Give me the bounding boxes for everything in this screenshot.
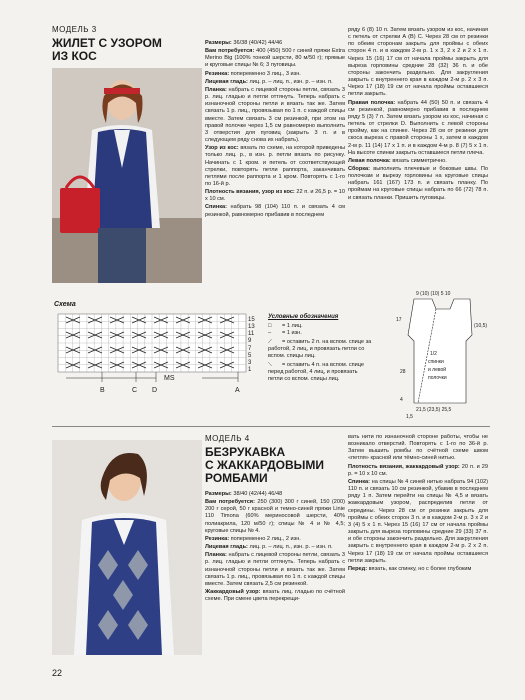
legend-item (268, 339, 373, 360)
m4c2-t1: 20 п. и 29 р. = 10 х 10 см. (348, 463, 488, 477)
diagram-center-1: 1/2 (430, 351, 437, 357)
m4c1-t4: набрать с лицевой стороны петли, связать 3 р. лиц. гладью и петли оттянуть. Теперь набрать с изнаночной стороны петли и вязать так же. Затем связать 1 р. лиц., провязывая по 1 п. с каждой спицы вместе. Затем связать 2,5 см резинкой. (205, 552, 345, 587)
model4-photo-figure (52, 440, 202, 655)
m3c1-h1: Вам потребуется: (205, 48, 255, 55)
arrow-label-d: D (152, 387, 158, 394)
model4-title-line1: БЕЗРУКАВКА (205, 445, 286, 459)
garment-pattern-diagram (392, 285, 492, 420)
diagram-side-number: 4 (400, 397, 403, 403)
m4c1-h0: Размеры: (205, 491, 232, 497)
m4c1-h2: Резинка: (205, 535, 230, 542)
model3-text-col1 (205, 40, 345, 275)
repeat-label: MS (164, 375, 175, 382)
m3c1-h3: Лицевая гладь: (205, 78, 248, 85)
model3-label: МОДЕЛЬ 3 (52, 25, 97, 34)
m4c1-t5: вязать лиц. гладью по счётной схеме. При смене цвета перекрещи- (205, 589, 345, 603)
diagram-top-numbers: 9 (10) (10) 5 10 (416, 291, 451, 297)
model4-title-line2: С ЖАККАРДОВЫМИ (205, 458, 324, 472)
m4c1-h1: Вам потребуется: (205, 499, 255, 506)
m3c2-t0: ряду 6 (8) 10 п. Затем вязать узором из кос, начиная с петель от стрелки А (В) С. Через 28 см от резинки по обеим сторонам закрыть для проймы с обеих сторон 4 п. и в каждом 2-м р. 1 х 3, 2 х 2 и 2 х 1 п. Через 15 (16) 17 см от начала проймы закрыть для выреза горловины средние 28 (32) 36 п. и обе стороны закончить раздельно. Для закругления закрыть с внутреннего края в каждом 2-м р. 2 х 3 п. Через 17 (18) 19 см от начала проймы оставшиеся петли закрыть. (348, 27, 488, 98)
model4-title (205, 446, 324, 485)
diagram-center-2: спинки (428, 359, 444, 365)
m4c1-t3: лиц. р. – лиц. п., изн. р. – изн. п. (247, 544, 333, 551)
section-divider (52, 426, 490, 427)
row-number: 3 (248, 360, 252, 366)
legend-text: = 1 лиц. (282, 323, 303, 329)
m3c2-t3: выполнить плечевые и боковые швы. По полочкам и вырезу горловины на круговые спицы набрать 161 (167) 173 п. и связать планку. По проймам на круговые спицы набрать по 66 (72) 78 п. и связать планки. Пришить пуговицы. (348, 165, 488, 201)
diagram-side-number: 28 (400, 369, 406, 375)
m3c1-t6: 22 п. и 26,5 р. = 10 х 10 см. (205, 189, 345, 203)
model3-title (52, 37, 162, 63)
m4c1-h4: Планка: (205, 552, 227, 559)
m3c2-h2: Левая полочка: (348, 157, 391, 164)
arrow-label-a: A (235, 387, 240, 394)
m4c1-h3: Лицевая гладь: (205, 544, 248, 551)
m4c2-h2: Спинка: (348, 478, 371, 485)
m4c1-h5: Жаккардовый узор: (205, 589, 261, 596)
m4c1-t1: 250 (300) 300 г синей, 150 (200) 200 г серой, 50 г красной и темно-синей пряжи Linie 110 Timona (60% мериносовой шерсти, 40% полиакрила, 120 м/50 г); спицы № 4 и № 4,5; круговые спицы № 4. (205, 499, 345, 534)
diagram-center-4: полочки (428, 375, 447, 381)
diagram-side-number: 17 (396, 317, 402, 323)
legend-item (268, 362, 373, 383)
diagram-bottom-numbers: 21,5 (23,5) 25,5 (416, 407, 452, 413)
row-number: 7 (248, 346, 252, 352)
m4c1-t2: попеременно 2 лиц., 2 изн. (229, 535, 301, 542)
m4c2-h1: Плотность вязания, жаккардовый узор: (348, 463, 460, 470)
m3c1-t1: 400 (450) 500 г синей пряжи Extra Merino Big (100% тонкой шерсти, 80 м/50 г); прямые и круговые спицы № 6; 3 пуговицы. (205, 48, 345, 69)
legend-text: = 1 изн. (282, 330, 302, 336)
legend-symbol: – (268, 330, 272, 336)
page-number: 22 (52, 668, 63, 678)
m3c1-t3: лиц. р. – лиц. п., изн. р. – изн. п. (247, 78, 333, 85)
model3-text-col2 (348, 27, 488, 277)
m3c1-t5: вязать по схеме, на которой приведены только лиц. р., в изн. р. петли вязать по рисунку. Начинать с 1 кром. и петель от соответствующей стрелки, повторять петли раппорта, заканчивать петлями после раппорта и 1 кром. Повторять с 1-го по 16-й р. (205, 145, 345, 187)
diagram-shoulder: (10,5) (474, 323, 488, 329)
m3c1-h6: Плотность вязания, узор из кос: (205, 189, 295, 196)
schema-title: Схема (54, 301, 76, 308)
row-number: 1 (248, 367, 252, 373)
diagram-bottom-small: 1,5 (406, 414, 413, 420)
arrow-label-c: C (132, 387, 138, 394)
row-number: 11 (248, 331, 255, 337)
m3c1-h2: Резинка: (205, 70, 230, 77)
model4-photo (52, 440, 202, 655)
m4c2-t2: на спицы № 4 синей нитью набрать 94 (102) 110 п. и связать 10 см резинкой, убавив в последнем ряду 1 п. Затем перейти на спицы № 4,5 и вязать жаккардовым узором, распределив петли от середины. Через 28 см от резинки закрыть для проймы с обеих сторон 3 п. и в каждом 2-м р. 3 х 2 и 3 (4) 5 х 1 п. Через 15 (16) 17 см от начала проймы закрыть для выреза горловины средние 29 (33) 37 п. и обе стороны закончить раздельно. Для закругления закрыть с внутреннего края в каждом 2-м р. 2 х 2 п. Через 17 (18) 19 см от начала проймы оставшиеся петли закрыть. (348, 478, 488, 564)
model3-title-line1: ЖИЛЕТ С УЗОРОМ (52, 36, 162, 50)
schema-legend (268, 314, 373, 383)
legend-symbol: □ (268, 323, 272, 329)
m3c1-h0: Размеры: (205, 40, 232, 46)
m3c1-h5: Узор из кос: (205, 145, 239, 152)
m3c1-t4: набрать с лицевой стороны петли, связать 3 р. лиц. гладью и петли оттянуть. Теперь набрать с изнаночной стороны петли и вязать так же. Затем связать 1 р. лиц., провязывая по 1 п. с каждой спицы вместе. Затем связать 3 см резинкой, при этом на правой полочке через 1,5 см равномерно выполнить 3 отверстия для пуговиц (закрыть 3 п. и в следующем ряду снова их набрать). (205, 86, 345, 144)
legend-item (268, 323, 373, 330)
m3c2-t2: вязать симметрично. (390, 157, 447, 164)
legend-symbol: ⟍ (268, 362, 272, 368)
row-number: 15 (248, 317, 255, 323)
model4-text-col2 (348, 434, 488, 669)
model4-text-col1 (205, 491, 345, 666)
m4c2-t3: вязать, как спинку, но с более глубоким (367, 565, 472, 572)
legend-symbol: ⟋ (268, 339, 272, 345)
m4c2-h3: Перед: (348, 565, 368, 572)
legend-item (268, 330, 373, 337)
model3-photo-figure (52, 68, 202, 283)
legend-text: = оставить 4 п. на вспом. спице перед работой, 4 лиц, и провязать петли со вспом. спицы лиц. (268, 362, 365, 382)
model4-label: МОДЕЛЬ 4 (205, 434, 250, 443)
legend-text: = оставить 2 п. на вспом. спице за работой, 2 лиц, и провязать петли со вспом. спицы лиц. (268, 339, 372, 359)
row-number: 9 (248, 338, 252, 344)
model3-title-line2: ИЗ КОС (52, 49, 97, 63)
cable-chart (52, 312, 262, 402)
arrow-label-b: B (100, 387, 105, 394)
model3-photo (52, 68, 202, 283)
model4-title-line3: РОМБАМИ (205, 471, 268, 485)
m4c2-t0: вать нити по изнаночной стороне работы, чтобы не возникало отверстий. Повторять с 1-го по 36-й р. Затем вышить ромбы по счётной схеме швом «петля» красной или тёмно-синей нитью. (348, 434, 488, 462)
m4c1-t0: 38/40 (42/44) 46/48 (231, 491, 283, 497)
m3c2-h3: Сборка: (348, 165, 371, 172)
diagram-center-3: и левой (428, 367, 447, 373)
m3c1-h7: Спинка: (205, 204, 228, 211)
row-number: 5 (248, 353, 252, 359)
m3c1-t7: набрать 98 (104) 110 п. и связать 4 см резинкой, равномерно прибавив в последнем (205, 204, 345, 218)
m3c2-t1: набрать 44 (50) 50 п. и связать 4 см резинкой, равномерно прибавив в последнем ряду 5 (3) 7 п. Затем вязать узором из кос, начиная с петель от стрелки D. Выполнить с левой стороны пройму, как на спинке. Через 28 см от резинки для скоса выреза с правой стороны 1 х, затем в каждом 2-м р. 11 (14) 17 х 1 п. и в каждом 4-м р. 8 (7) 5 х 1 п. На высоте спинки закрыть оставшиеся петли плеча. (348, 99, 488, 156)
m3c1-h4: Планка: (205, 86, 227, 93)
m3c2-h1: Правая полочка: (348, 99, 396, 106)
m3c1-t2: попеременно 3 лиц., 3 изн. (229, 70, 301, 77)
m3c1-t0: 36/38 (40/42) 44/46 (231, 40, 283, 46)
row-number: 13 (248, 324, 255, 330)
legend-title: Условные обозначения (268, 314, 339, 320)
